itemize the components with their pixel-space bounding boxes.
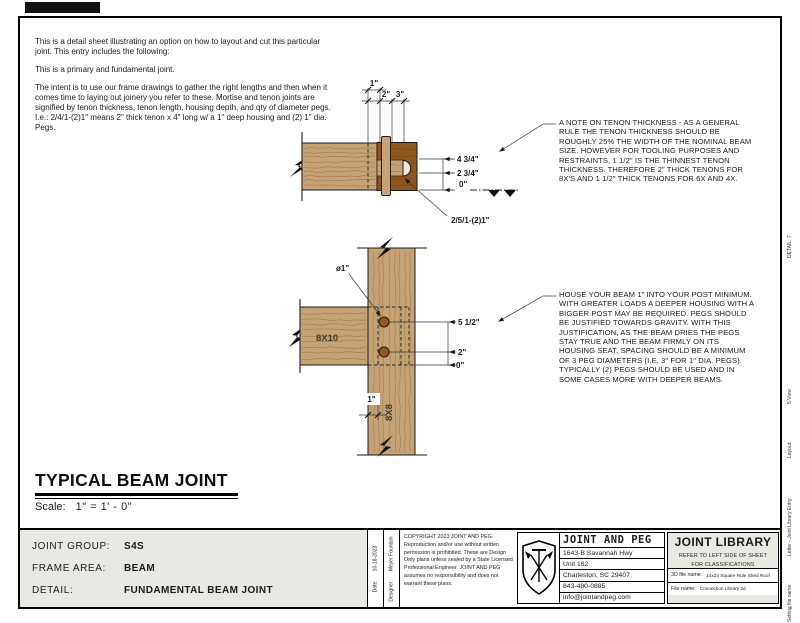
joint-group-row xyxy=(32,541,145,552)
file-3d-label: 3D file name: xyxy=(671,572,703,579)
dim-label: 1" xyxy=(369,79,379,88)
date-value: 10-18-2023 xyxy=(372,545,379,571)
joint-info-block xyxy=(20,530,368,607)
company-address-line: 1643-B Savannah Hwy xyxy=(560,547,664,558)
dim-label: 5 1/2" xyxy=(458,318,480,327)
file-value: Connection Library 2d xyxy=(699,586,746,592)
dim-label: 3" xyxy=(395,90,405,99)
beam-size-label: 8X10 xyxy=(316,333,339,344)
housing-note: HOUSE YOUR BEAM 1" INTO YOUR POST MINIMUM. WITH GREATER LOADS A DEEPER HOUSING WITH A BIGGER POST MAY BE REQUIRED. PEGS SHOULD BE JUSTIFIED TOWARDS GRAVITY. WITH THIS JUSTIFICATION, AS THE BEAM DRIES THE PEGS STAY TRUE AND THE BEAM FIRMLY ON ITS HOUSING SEAT. SPACING SHOULD BE A MINIMUM OF 3 PEG DIAMETERS (I.E. 3" FOR 1" DIA. PEGS). TYPICALLY (2) PEGS SHOULD BE USED AND IN SOME CASES MORE WITH DEEPER BEAMS. xyxy=(559,290,754,384)
joint-library-block xyxy=(667,532,779,604)
file-3d-value: 14x24 Square Rule Shed Roof xyxy=(706,572,770,578)
joint-library-note: REFER TO LEFT SIDE OF SHEET xyxy=(678,552,768,559)
peg xyxy=(379,347,389,357)
sheet-title: TYPICAL BEAM JOINT xyxy=(35,470,228,490)
company-phone: 843-480-0885 xyxy=(560,581,664,592)
intro-paragraph: The intent is to use our frame drawings to gather the right lengths and then when it comes time to laying out joinery you refer to these. Mortise and tenon joints are signified by tenon thickness, tenon length, housing depth, and qty of diameter pegs. I.e.: 2/4/1-(2)1" means 2" thick tenon x 4" long w/ a 1" deep housing and (2) 1" dia. Pegs. xyxy=(35,83,331,132)
note-leaders xyxy=(499,124,557,322)
frame-area-row xyxy=(32,563,156,574)
file-row xyxy=(668,582,778,596)
peg xyxy=(379,317,389,327)
date-column xyxy=(368,530,384,607)
margin-note: 5 View xyxy=(787,389,793,404)
intro-paragraph: This is a detail sheet illustrating an option on how to layout and cut this particular joint. This entry includes the following: xyxy=(35,37,321,56)
upper-right-dimensions xyxy=(419,155,520,197)
frame-area-label: FRAME AREA: xyxy=(32,563,106,574)
joint-group-label: JOINT GROUP: xyxy=(32,541,111,552)
company-name: JOINT AND PEG xyxy=(563,534,652,546)
title-underline xyxy=(35,498,238,499)
designer-column xyxy=(384,530,400,607)
joint-code-callout: 2/5/1-(2)1" xyxy=(451,216,490,225)
designer-label: Designer: xyxy=(388,579,395,602)
crossed-axes-shield-icon xyxy=(522,540,556,596)
copyright-text: COPYRIGHT 2023 JOINT AND PEG. Reproduction and/or use without written permission is prohibited. These are Design Only plans unless sealed by a State Licensed Professional Engineer. JOINT AND PEG assumes no responsibility and does not warrant these plans. xyxy=(404,534,513,587)
post-size-label: 8X8 xyxy=(384,404,395,421)
margin-note: Setting file name: xyxy=(787,583,793,622)
dim-label: 1" xyxy=(367,395,376,404)
margin-note: Letter - Joint Library Entry xyxy=(787,498,793,556)
company-block xyxy=(517,532,665,604)
file-3d-row xyxy=(668,568,778,582)
scale-value: 1" = 1' - 0" xyxy=(75,501,133,513)
intro-text xyxy=(35,37,331,133)
peg xyxy=(382,137,391,196)
dim-label: 0" xyxy=(459,180,468,189)
datum-triangle-icon xyxy=(504,190,516,197)
date-label: Date: xyxy=(372,579,379,592)
scale-label: Scale: xyxy=(35,501,66,513)
company-address-line: Unit 162 xyxy=(560,558,664,569)
peg-dia-label: ø1" xyxy=(336,264,350,273)
detail-value: FUNDAMENTAL BEAM JOINT xyxy=(124,585,273,596)
joint-library-title: JOINT LIBRARY xyxy=(674,535,772,549)
detail-row xyxy=(32,585,273,596)
joint-library-note: FOR CLASSIFICATIONS xyxy=(691,562,755,568)
dim-label: 2" xyxy=(458,348,467,357)
intro-paragraph: This is a primary and fundamental joint. xyxy=(35,65,175,74)
tenon-thickness-note: A NOTE ON TENON THICKNESS - AS A GENERAL RULE THE TENON THICKNESS SHOULD BE ROUGHLY 25% THE WIDTH OF THE NOMINAL BEAM SIZE. HOWEVER FOR TOOLING PURPOSES AND RESTRAINTS, 1 1/2" IS THE THINNEST TENON THICKNESS. THEREFORE 2" THICK TENONS FOR 8X'S AND 1 1/2" THICK TENONS FOR 6X AND 4X. xyxy=(559,118,752,184)
detail-label: DETAIL: xyxy=(32,585,74,596)
title-band xyxy=(20,528,781,607)
dim-label: 2" xyxy=(381,90,391,99)
file-label: File name: xyxy=(671,585,696,592)
sheet-title-block xyxy=(35,470,238,499)
dim-label: 0" xyxy=(456,361,465,370)
company-info xyxy=(560,533,664,603)
post xyxy=(368,248,415,455)
margin-note: DETAIL: 7 xyxy=(787,235,793,258)
company-address-line: Charleston, SC 29407 xyxy=(560,569,664,580)
lower-diagram xyxy=(289,237,480,457)
dim-label: 2 3/4" xyxy=(457,169,479,178)
frame-area-value: BEAM xyxy=(124,563,156,574)
designer-value: Meyer Fountain xyxy=(388,535,395,571)
joint-group-value: S4S xyxy=(124,541,145,552)
callout-leader xyxy=(405,179,447,216)
datum-triangle-icon xyxy=(488,190,500,197)
title-underline xyxy=(35,493,238,496)
margin-note: Layout: xyxy=(787,441,793,458)
company-email: info@jointandpeg.com xyxy=(560,592,664,603)
scale-note xyxy=(35,501,132,513)
company-logo xyxy=(518,533,560,603)
upper-top-dimensions xyxy=(362,79,410,143)
dim-label: 4 3/4" xyxy=(457,155,479,164)
